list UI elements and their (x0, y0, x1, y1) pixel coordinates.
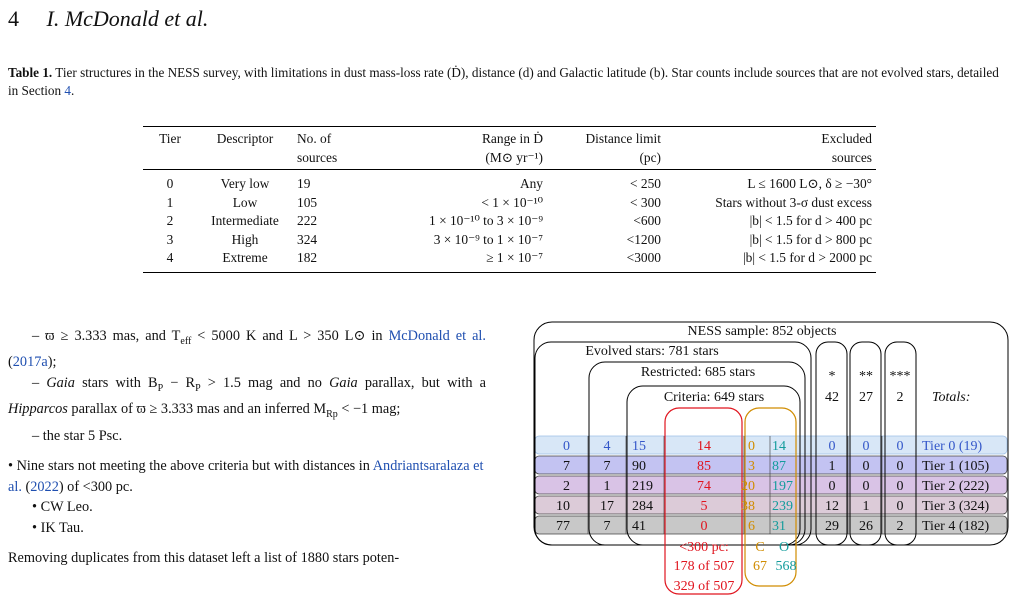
cell-value: 7 (563, 459, 570, 474)
lt300-count-b: 329 of 507 (673, 579, 735, 594)
totals-label: Totals: (932, 390, 971, 405)
cell-value: 77 (556, 519, 570, 534)
evolved-label: Evolved stars: 781 stars (585, 344, 719, 359)
cell-value: 14 (772, 439, 786, 454)
cell-value: 7 (603, 519, 611, 534)
cell-value: 0 (828, 479, 836, 494)
mcdonald-year-link[interactable]: 2017a (12, 354, 48, 371)
cell-value: 85 (697, 459, 711, 474)
cell-value: 12 (825, 499, 839, 514)
c-count: 67 (753, 559, 767, 574)
cell-value: 0 (828, 439, 836, 454)
header-descriptor: Descriptor (197, 127, 293, 170)
tier-total: Tier 2 (222) (922, 479, 990, 494)
cell-value: 5 (700, 499, 708, 514)
cell-value: 6 (748, 519, 755, 534)
cell-value: 0 (896, 479, 904, 494)
c-label: C (755, 540, 765, 555)
table-row: 3 High 324 3 × 10⁻⁹ to 1 × 10⁻⁷ <1200 |b| < 1.5 for d > 800 pc (166, 231, 872, 247)
cell-value: 26 (859, 519, 873, 534)
lt300-count-a: 178 of 507 (673, 559, 735, 574)
tier-total: Tier 4 (182) (922, 519, 990, 534)
section-link[interactable]: 4 (64, 83, 72, 98)
table-caption: Table 1. Tier structures in the NESS survey, with limitations in dust mass-loss rate (Ḋ), distance (d) and Galactic latitude (b). Star counts include sources that are not evolved stars, detailed in Section 4. (8, 65, 999, 98)
cell-value: 7 (603, 459, 611, 474)
running-head (8, 6, 208, 32)
restricted-label: Restricted: 685 stars (640, 365, 756, 380)
table-row: 0 Very low 19 Any < 250 L ≤ 1600 L⊙, δ ≥ −30° (166, 176, 872, 191)
tier-total: Tier 3 (324) (922, 499, 990, 514)
mcdonald-link[interactable]: McDonald et al. (388, 328, 486, 344)
criteria-item-1: – ϖ ≥ 3.333 mas, and $T_{eff} < 5000$ K and L > 350 L⊙ in McDonald et al. (2017a); (8, 328, 486, 371)
cell-value: 0 (748, 439, 755, 454)
cell-value: 74 (697, 479, 711, 494)
cell-value: 15 (632, 439, 646, 454)
cell-value: 0 (896, 499, 904, 514)
table-row: 2 Intermediate 222 1 × 10⁻¹⁰ to 3 × 10⁻⁹ <600 |b| < 1.5 for d > 400 pc (166, 213, 872, 228)
cell-value: 0 (563, 439, 570, 454)
tier-table (143, 126, 876, 273)
star1-label: * (828, 369, 836, 384)
cell-value: 2 (896, 519, 904, 534)
cell-value: 0 (700, 519, 708, 534)
cell-value: 90 (632, 459, 646, 474)
tier-total: Tier 0 (19) (922, 439, 983, 454)
criteria-item-2: – Gaia stars with $B_P - R_P > 1.5$ mag and no Gaia parallax, but with a Hipparcos parallax of ϖ ≥ 3.333 mas and an inferred $M_{Rp} < -1$ mag; (8, 374, 486, 421)
star3-count: 2 (896, 390, 904, 405)
cell-value: 17 (600, 499, 614, 514)
cell-value: 1 (603, 479, 611, 494)
cell-value: 1 (828, 459, 836, 474)
header-distance: Distance limit (pc) (547, 127, 665, 170)
criteria-item-3: – the star 5 Psc. (32, 427, 123, 444)
page-number: 4 (8, 6, 19, 31)
header-range: Range in Ḋ (M⊙ yr⁻¹) (371, 127, 547, 170)
bullet-1: • Nine stars not meeting the above criteria but with distances in Andriantsaralaza et al. (2022) of <300 pc. (8, 458, 484, 495)
ness-sample-label: NESS sample: 852 objects (687, 324, 837, 339)
cell-value: 20 (741, 479, 755, 494)
cell-value: 0 (896, 459, 904, 474)
cell-value: 4 (603, 439, 611, 454)
star2-count: 27 (859, 390, 873, 405)
caption-text: Tier structures in the NESS survey, with limitations in dust mass-loss rate (Ḋ), distance (d) and Galactic latitude (b). Star counts include sources that are not evolved stars, detailed in Section (8, 65, 999, 98)
bullet-2: • CW Leo. (32, 499, 93, 516)
cell-value: 14 (697, 439, 711, 454)
o-count: 568 (775, 559, 797, 574)
criteria-label: Criteria: 649 stars (663, 390, 765, 405)
andriantsaralaza-year-link[interactable]: 2022 (30, 478, 59, 495)
table-row: 1 Low 105 < 1 × 10⁻¹⁰ < 300 Stars without 3-σ dust excess (166, 194, 872, 210)
header-tier: Tier (143, 127, 197, 170)
cell-value: 41 (632, 519, 646, 534)
cell-value: 3 (748, 459, 755, 474)
cell-value: 2 (563, 479, 570, 494)
cell-value: 0 (862, 479, 870, 494)
final-paragraph: Removing duplicates from this dataset left a list of 1880 stars poten- (8, 550, 400, 567)
caption-label: Table 1. (8, 65, 53, 80)
tier-total: Tier 1 (105) (922, 459, 990, 474)
lt300-label: <300 pc: (679, 540, 729, 555)
star3-label: *** (889, 369, 911, 384)
body-text (8, 326, 486, 569)
header-excluded: Excluded sources (665, 127, 876, 170)
ness-sample-figure (530, 318, 1014, 596)
bullet-3: • IK Tau. (32, 519, 84, 536)
cell-value: 38 (741, 499, 755, 514)
cell-value: 284 (632, 499, 653, 514)
cell-value: 0 (862, 439, 870, 454)
cell-value: 219 (632, 479, 653, 494)
author-header: I. McDonald et al. (46, 6, 209, 31)
cell-value: 197 (772, 479, 793, 494)
star2-label: ** (859, 369, 873, 384)
table-row: 4 Extreme 182 ≥ 1 × 10⁻⁷ <3000 |b| < 1.5 for d > 2000 pc (166, 250, 872, 265)
cell-value: 31 (772, 519, 786, 534)
o-label: O (778, 540, 790, 555)
cell-value: 0 (862, 459, 870, 474)
cell-value: 0 (896, 439, 904, 454)
cell-value: 239 (772, 499, 793, 514)
header-sources: No. of sources (293, 127, 371, 170)
cell-value: 10 (556, 499, 570, 514)
cell-value: 87 (772, 459, 786, 474)
star1-count: 42 (825, 390, 839, 405)
cell-value: 1 (862, 499, 870, 514)
cell-value: 29 (825, 519, 839, 534)
table-header-row (143, 127, 876, 170)
andriantsaralaza-link[interactable]: Andriantsaralaza et al. (8, 458, 484, 495)
